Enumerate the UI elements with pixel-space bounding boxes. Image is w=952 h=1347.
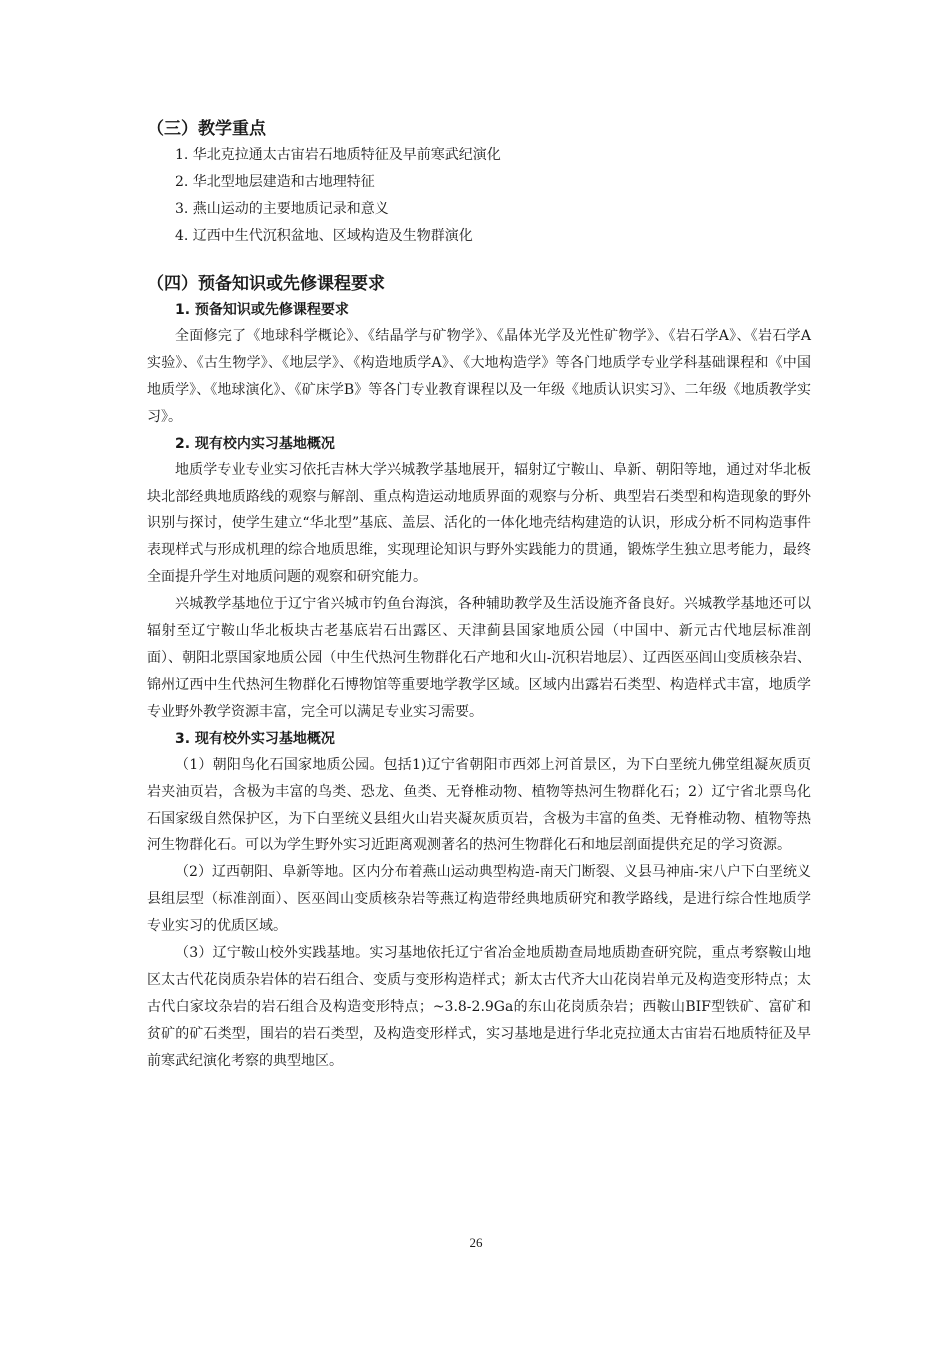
section-heading-teaching-focus: （三）教学重点 <box>147 119 266 139</box>
paragraph: （3）辽宁鞍山校外实践基地。实习基地依托辽宁省冶金地质勘查局地质勘查研究院，重点考察鞍山地区太古代花岗质杂岩体的岩石组合、变质与变形构造样式；新太古代齐大山花岗岩单元及构造变形特点；太古代白家坟杂岩的岩石组合及构造变形特点；~3.8-2.9Ga的东山花岗质杂岩；西鞍山BIF型铁矿、富矿和贫矿的矿石类型，围岩的岩石类型，及构造变形样式，实习基地是进行华北克拉通太古宙岩石地质特征及早前寒武纪演化考察的典型地区。 <box>147 945 811 1069</box>
paragraph: 全面修完了《地球科学概论》、《结晶学与矿物学》、《晶体光学及光性矿物学》、《岩石学A》、《岩石学A实验》、《古生物学》、《地层学》、《构造地质学A》、《大地构造学》等各门地质学专业学科基础课程和《中国地质学》、《地球演化》、《矿床学B》等各门专业教育课程以及一年级《地质认识实习》、二年级《地质教学实习》。 <box>147 328 811 425</box>
section-gap <box>147 250 811 271</box>
paragraph: 地质学专业专业实习依托吉林大学兴城教学基地展开，辐射辽宁鞍山、阜新、朝阳等地，通过对华北板块北部经典地质路线的观察与解剖、重点构造运动地质界面的观察与分析、典型岩石类型和构造现象的野外识别与探讨，使学生建立“华北型”基底、盖层、活化的一体化地壳结构建造的认识，形成分析不同构造事件表现样式与形成机理的综合地质思维，实现理论知识与野外实践能力的贯通，锻炼学生独立思考能力，最终全面提升学生对地质问题的观察和研究能力。 <box>147 461 811 586</box>
list-item: 4. 辽西中生代沉积盆地、区域构造及生物群演化 <box>175 228 473 244</box>
page-content <box>147 116 811 1075</box>
section-heading-prerequisites: （四）预备知识或先修课程要求 <box>147 274 385 294</box>
subsection-heading-internal-base: 2. 现有校内实习基地概况 <box>175 435 335 452</box>
paragraph: 兴城教学基地位于辽宁省兴城市钓鱼台海滨，各种辅助教学及生活设施齐备良好。兴城教学基地还可以辐射至辽宁鞍山华北板块古老基底岩石出露区、天津蓟县国家地质公园（中国中、新元古代地层标准剖面）、朝阳北票国家地质公园（中生代热河生物群化石产地和火山-沉积岩地层）、辽西医巫闾山变质核杂岩、锦州辽西中生代热河生物群化石博物馆等重要地学教学区域。区域内出露岩石类型、构造样式丰富，地质学专业野外教学资源丰富，完全可以满足专业实习需要。 <box>147 596 811 720</box>
page-number: 26 <box>469 1235 483 1250</box>
subsection-heading-prerequisites: 1. 预备知识或先修课程要求 <box>175 302 349 318</box>
list-item: 2. 华北型地层建造和古地理特征 <box>175 174 375 190</box>
paragraph: （1）朝阳鸟化石国家地质公园。包括1)辽宁省朝阳市西郊上河首景区，为下白垩统九佛堂组凝灰质页岩夹油页岩，含极为丰富的鸟类、恐龙、鱼类、无脊椎动物、植物等热河生物群化石；2）辽宁省北票鸟化石国家级自然保护区，为下白垩统义县组火山岩夹凝灰质页岩，含极为丰富的鱼类、无脊椎动物、植物等热河生物群化石。可以为学生野外实习近距离观测著名的热河生物群化石和地层剖面提供充足的学习资源。 <box>147 756 811 854</box>
list-item: 1. 华北克拉通太古宙岩石地质特征及早前寒武纪演化 <box>175 147 501 163</box>
subsection-heading-external-base: 3. 现有校外实习基地概况 <box>175 730 335 747</box>
paragraph: （2）辽西朝阳、阜新等地。区内分布着燕山运动典型构造-南天门断裂、义县马神庙-宋八户下白垩统义县组层型（标准剖面）、医巫闾山变质核杂岩等燕辽构造带经典地质研究和教学路线，是进行综合性地质学专业实习的优质区域。 <box>147 864 811 935</box>
list-item: 3. 燕山运动的主要地质记录和意义 <box>175 201 389 217</box>
